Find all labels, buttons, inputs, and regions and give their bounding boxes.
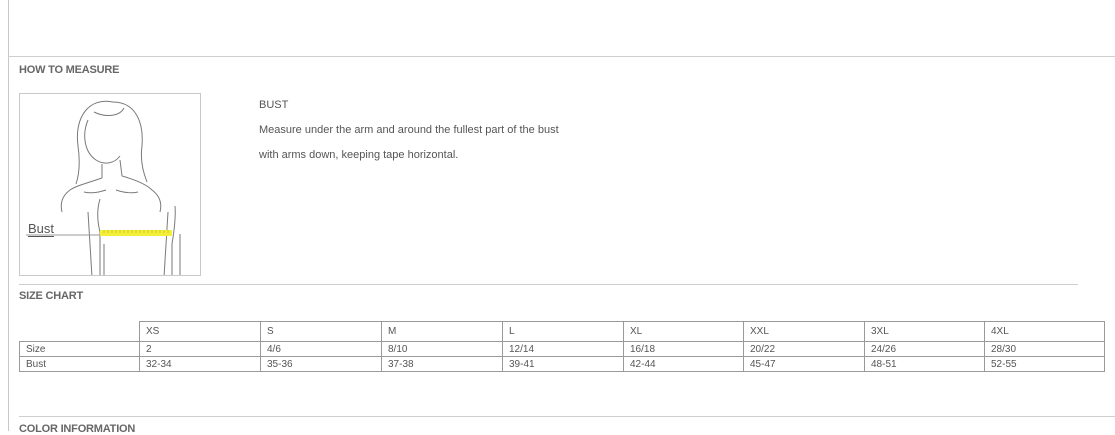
table-cell: 37-38 — [382, 357, 503, 372]
table-cell: 42-44 — [624, 357, 744, 372]
column-header: 4XL — [985, 322, 1105, 342]
table-cell: 52-55 — [985, 357, 1105, 372]
table-cell: 12/14 — [503, 342, 624, 357]
table-row — [20, 357, 1105, 372]
column-header: L — [503, 322, 624, 342]
divider-top — [8, 56, 1115, 57]
table-cell: 28/30 — [985, 342, 1105, 357]
table-cell: 45-47 — [744, 357, 865, 372]
column-header: S — [261, 322, 382, 342]
table-cell: 35-36 — [261, 357, 382, 372]
column-header: XS — [140, 322, 261, 342]
measure-description-line-1: Measure under the arm and around the fullest part of the bust — [259, 124, 559, 136]
divider-size-chart — [19, 284, 1078, 285]
column-header: 3XL — [865, 322, 985, 342]
woman-silhouette-icon — [20, 94, 201, 276]
table-cell: 16/18 — [624, 342, 744, 357]
table-corner-cell — [20, 322, 140, 342]
table-cell: 39-41 — [503, 357, 624, 372]
table-row — [20, 342, 1105, 357]
color-information-heading: COLOR INFORMATION — [19, 423, 136, 435]
column-header: M — [382, 322, 503, 342]
table-cell: 4/6 — [261, 342, 382, 357]
table-cell: 32-34 — [140, 357, 261, 372]
table-cell: 20/22 — [744, 342, 865, 357]
divider-color-info — [19, 416, 1115, 417]
row-label: Bust — [20, 357, 140, 372]
table-cell: 8/10 — [382, 342, 503, 357]
bust-measurement-figure — [19, 93, 201, 276]
table-cell: 24/26 — [865, 342, 985, 357]
measure-name: BUST — [259, 99, 289, 111]
table-cell: 2 — [140, 342, 261, 357]
column-header: XXL — [744, 322, 865, 342]
measure-description-line-2: with arms down, keeping tape horizontal. — [259, 149, 459, 161]
figure-bust-label: Bust — [28, 221, 55, 236]
column-header: XL — [624, 322, 744, 342]
size-chart-heading: SIZE CHART — [19, 290, 84, 302]
table-cell: 48-51 — [865, 357, 985, 372]
row-label: Size — [20, 342, 140, 357]
how-to-measure-heading: HOW TO MEASURE — [19, 64, 120, 76]
size-chart-table — [19, 321, 1105, 372]
left-border — [8, 0, 9, 431]
table-header-row — [20, 322, 1105, 342]
